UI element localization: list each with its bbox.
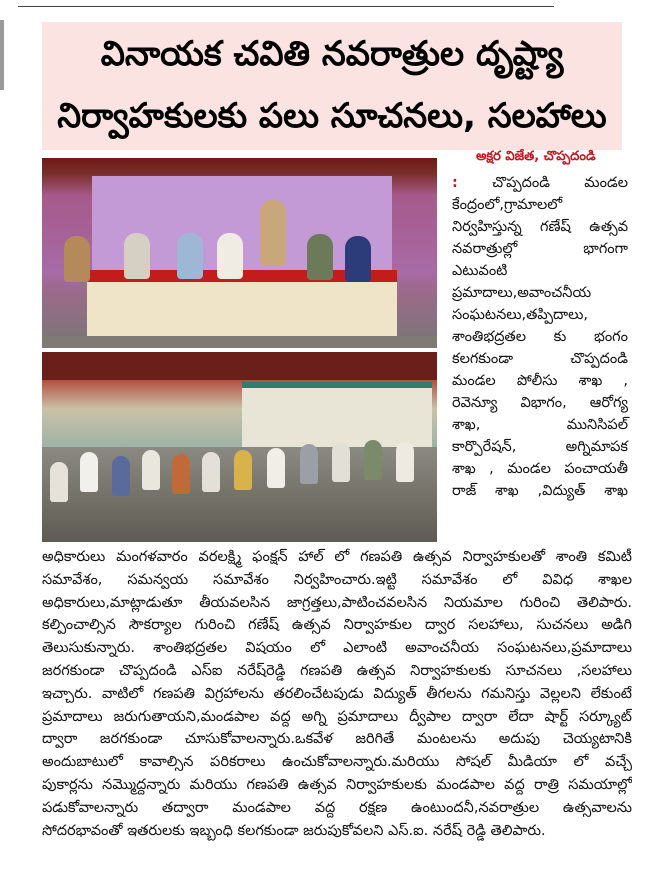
body-line: పుకార్లను నమ్మొద్దన్నారు మరియు గణపతి ఉత్సవ నిర్వాహకులకు మండపాల వద్ద రాత్రి సమయాల్లో: [42, 776, 632, 793]
body-line: జరగకుండా చొప్పదండి ఎస్ఐ నరేష్‌రెడ్డి గణపతి ఉత్సవ నిర్వాహకులకు సూచనలు ,సలహాలు: [42, 662, 632, 679]
headline-box: [42, 22, 622, 150]
meeting-stage-photo: [42, 158, 437, 348]
person-figure: [50, 462, 68, 502]
body-line: అందుబాటులో కావాల్సిన పరికరాలు ఉంచుకోవాలన్నారు.మరియు సోషల్ మీడియా లో వచ్చే: [42, 754, 632, 771]
person-figure: [80, 452, 98, 492]
person-figure: [345, 236, 371, 282]
body-line: పడుకోవాలన్నారు తద్వారా మండపాల వద్ద రక్షణ ఉంటుందనీ,నవరాత్రుల ఉత్సవాలను: [42, 799, 632, 816]
person-figure: [217, 233, 243, 279]
column-line: సంఘటనలు,తప్పిదాలు,: [452, 307, 588, 323]
headline-line-1: వినాయక చవితి నవరాత్రుల దృష్ట్యా: [100, 34, 564, 74]
person-figure: [332, 442, 350, 482]
column-line: మండల పోలీసు శాఖ ,: [452, 373, 628, 389]
body-line: సమావేశం, సమన్వయ సమావేశం నిర్వహించారు.ఇట్టి సమావేశం లో వివిధ శాఖల: [42, 571, 632, 588]
column-line: కలగకుండా చొప్పదండి: [452, 351, 628, 367]
body-line: ఇచ్చారు. వాటిలో గణపతి విగ్రహాలను తరలించేటపుడు విద్యుత్ తీగలను గమనిస్తు వెల్లలని లేకుంటే: [42, 685, 632, 702]
person-figure: [124, 233, 150, 279]
body-line: అధికారులు,మాట్లాడుతూ తీయవలసిన జాగ్రత్తలు,పాటించవలసిన నియమాల గురించి తెలిపారు.: [42, 594, 632, 611]
person-figure: [260, 200, 286, 266]
body-line: సోదరభావంతో ఇతరులకు ఇబ్బంధి కలగకుండా జరుపుకోవలని ఎస్.ఐ. నరేష్ రెడ్డి తెలిపారు.: [42, 822, 546, 839]
photo-floor: [42, 336, 437, 348]
person-figure: [267, 448, 285, 488]
column-line: నిర్వహిస్తున్న గణేష్ ఉత్సవ: [452, 219, 628, 235]
column-line: రెవెన్యూ విభాగం, ఆరోగ్య: [452, 395, 628, 411]
person-figure: [364, 440, 382, 480]
audience-crowd-photo: [42, 352, 437, 542]
body-line: అధికారులు మంగళవారం వరలక్ష్మి ఫంక్షన్ హాల్ లో గణపతి ఉత్సవ నిర్వాహకులతో శాంతి కమిటీ: [42, 549, 632, 565]
person-figure: [64, 236, 90, 282]
person-figure: [234, 450, 252, 490]
person-figure: [300, 444, 318, 484]
body-line: ద్వారా జరగకుండా చూసుకోవాలన్నారు.ఒకవేళ జరిగితే మంటలను అదుపు చెయ్యటానికి: [42, 731, 632, 748]
person-figure: [396, 442, 414, 482]
column-edge-mark: [0, 20, 4, 90]
canopy-roof: [42, 352, 437, 380]
column-line: శాంతిభద్రతల కు భంగం: [452, 329, 628, 345]
body-line: ప్రమాదాలు జరుగుతాయని,మండపాల వద్ద అగ్ని ప్రమాదాలు ద్వీపాల ద్వారా లేదా షార్ట్ సర్క్యూట్: [42, 708, 632, 725]
column-line: శాఖ, మునిసిపల్: [452, 417, 628, 433]
person-figure: [307, 234, 333, 280]
body-text: [42, 546, 632, 842]
person-figure: [202, 452, 220, 492]
byline: అక్షర విజేత, చొప్పదండి: [476, 149, 596, 164]
person-figure: [142, 450, 160, 490]
column-line: : చొప్పదండి మండల: [452, 175, 628, 191]
person-figure: [172, 454, 190, 494]
person-figure: [177, 233, 203, 279]
column-line: ప్రమాదాలు,అవాంచనీయ: [452, 285, 592, 301]
column-line: శాఖ , మండల పంచాయతీ: [452, 461, 628, 477]
column-line: ఎటువంటి: [452, 263, 508, 279]
headline-line-2: నిర్వాహకులకు పలు సూచనలు, సలహాలు: [57, 96, 607, 136]
body-line: కల్పించాల్సిన సౌకర్యాల గురించి గణేష్ ఉత్సవ నిర్వాహకుల ద్వార సలహాలు, సుచనలు అడిగి: [42, 617, 632, 634]
dateline-colon: :: [452, 175, 458, 191]
column-line: రాజ్ శాఖ ,విద్యుత్ శాఖ: [452, 483, 628, 499]
column-line: నవరాత్రుల్లో భాగంగా: [452, 241, 628, 257]
column-line: కేంద్రంలో,గ్రామాలలో: [452, 197, 563, 213]
body-line: తెలుసుకున్నారు. శాంతిభద్రతల విషయం లో ఎలాంటి అవాంచనీయ సంఘటనలు,ప్రమాదాలు: [42, 640, 632, 657]
column-line: కార్పొరేషన్, అగ్నిమాపక: [452, 439, 628, 455]
person-figure: [112, 456, 130, 496]
side-column-text: [452, 172, 628, 502]
top-rule: [18, 6, 554, 7]
